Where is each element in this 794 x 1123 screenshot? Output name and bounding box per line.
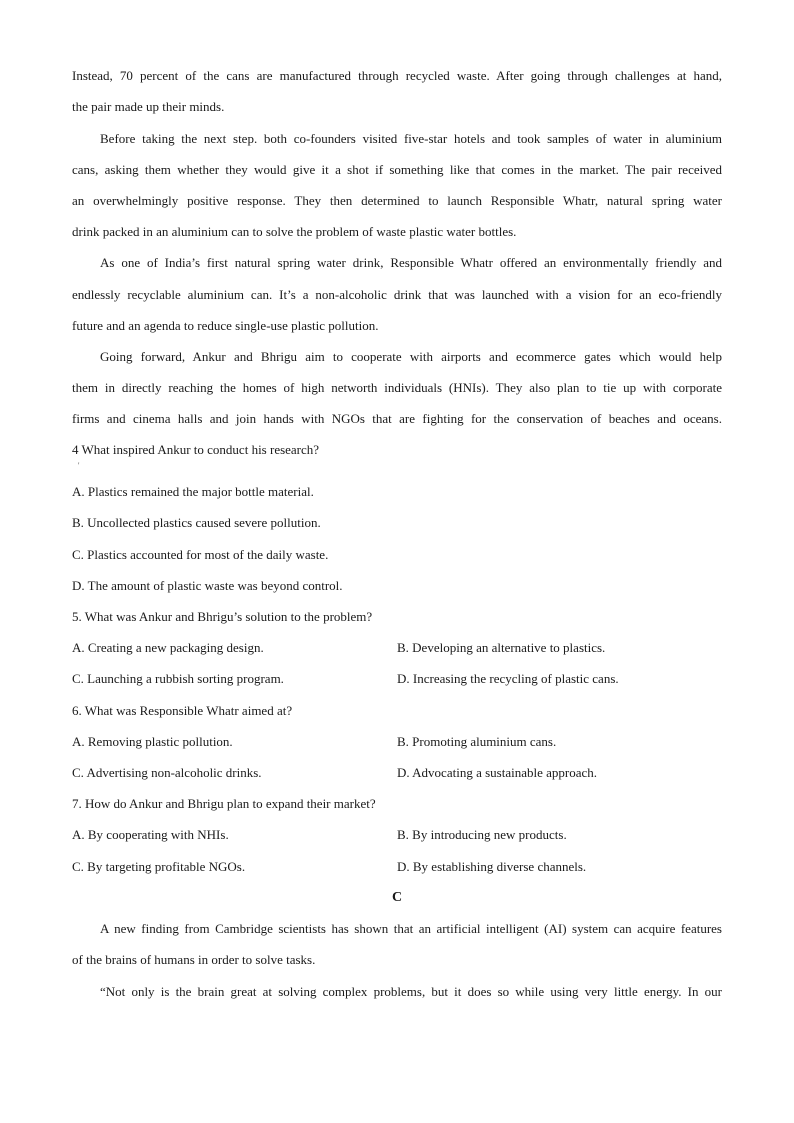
passage-line: Before taking the next step. both co-founders visited five-star hotels and took samples of water in aluminium xyxy=(100,131,722,146)
question-5-option-a: A. Creating a new packaging design. xyxy=(72,640,264,655)
passage-line: As one of India’s first natural spring water drink, Responsible Whatr offered an environmentally friendly and xyxy=(100,255,722,270)
question-4-stem: 4 What inspired Ankur to conduct his research? xyxy=(72,442,320,457)
passage-line: of the brains of humans in order to solve tasks. xyxy=(72,952,316,967)
question-5-option-b: B. Developing an alternative to plastics. xyxy=(397,640,606,655)
passage-line: them in directly reaching the homes of high networth individuals (HNIs). They also plan to tie up with corporate xyxy=(72,380,722,395)
question-6-option-c: C. Advertising non-alcoholic drinks. xyxy=(72,765,262,780)
question-4-option-a: A. Plastics remained the major bottle material. xyxy=(72,484,314,499)
question-7-stem: 7. How do Ankur and Bhrigu plan to expand their market? xyxy=(72,796,376,811)
passage-line: cans, asking them whether they would give it a shot if something like that comes in the market. The pair received xyxy=(72,162,722,177)
question-4-option-b: B. Uncollected plastics caused severe pollution. xyxy=(72,515,321,530)
question-7-option-c: C. By targeting profitable NGOs. xyxy=(72,859,246,874)
question-4-option-d: D. The amount of plastic waste was beyond control. xyxy=(72,578,343,593)
question-7-option-b: B. By introducing new products. xyxy=(397,827,567,842)
passage-line: future and an agenda to reduce single-use plastic pollution. xyxy=(72,318,379,333)
section-heading: C xyxy=(391,890,403,905)
question-5-stem: 5. What was Ankur and Bhrigu’s solution to the problem? xyxy=(72,609,373,624)
passage-line: “Not only is the brain great at solving complex problems, but it does so while using very little energy. In our xyxy=(100,984,722,999)
passage-line: firms and cinema halls and join hands with NGOs that are fighting for the conservation of beaches and oceans. xyxy=(72,411,722,426)
question-5-option-d: D. Increasing the recycling of plastic cans. xyxy=(397,671,619,686)
passage-line: Instead, 70 percent of the cans are manufactured through recycled waste. After going through challenges at hand, xyxy=(72,68,722,83)
question-7-option-a: A. By cooperating with NHIs. xyxy=(72,827,229,842)
question-6-stem: 6. What was Responsible Whatr aimed at? xyxy=(72,703,293,718)
question-7-option-d: D. By establishing diverse channels. xyxy=(397,859,587,874)
question-6-option-a: A. Removing plastic pollution. xyxy=(72,734,233,749)
passage-line: drink packed in an aluminium can to solve the problem of waste plastic water bottles. xyxy=(72,224,517,239)
question-5-option-c: C. Launching a rubbish sorting program. xyxy=(72,671,284,686)
passage-line: the pair made up their minds. xyxy=(72,99,225,114)
passage-line: endlessly recyclable aluminium can. It’s a non-alcoholic drink that was launched with a vision for an eco-friendly xyxy=(72,287,722,302)
question-6-option-d: D. Advocating a sustainable approach. xyxy=(397,765,597,780)
question-6-option-b: B. Promoting aluminium cans. xyxy=(397,734,557,749)
passage-line: an overwhelmingly positive response. They then determined to launch Responsible Whatr, natural spring water xyxy=(72,193,722,208)
stray-mark: ' xyxy=(78,461,80,470)
question-4-option-c: C. Plastics accounted for most of the daily waste. xyxy=(72,547,329,562)
passage-line: A new finding from Cambridge scientists has shown that an artificial intelligent (AI) system can acquire features xyxy=(100,921,722,936)
passage-line: Going forward, Ankur and Bhrigu aim to cooperate with airports and ecommerce gates which would help xyxy=(100,349,722,364)
